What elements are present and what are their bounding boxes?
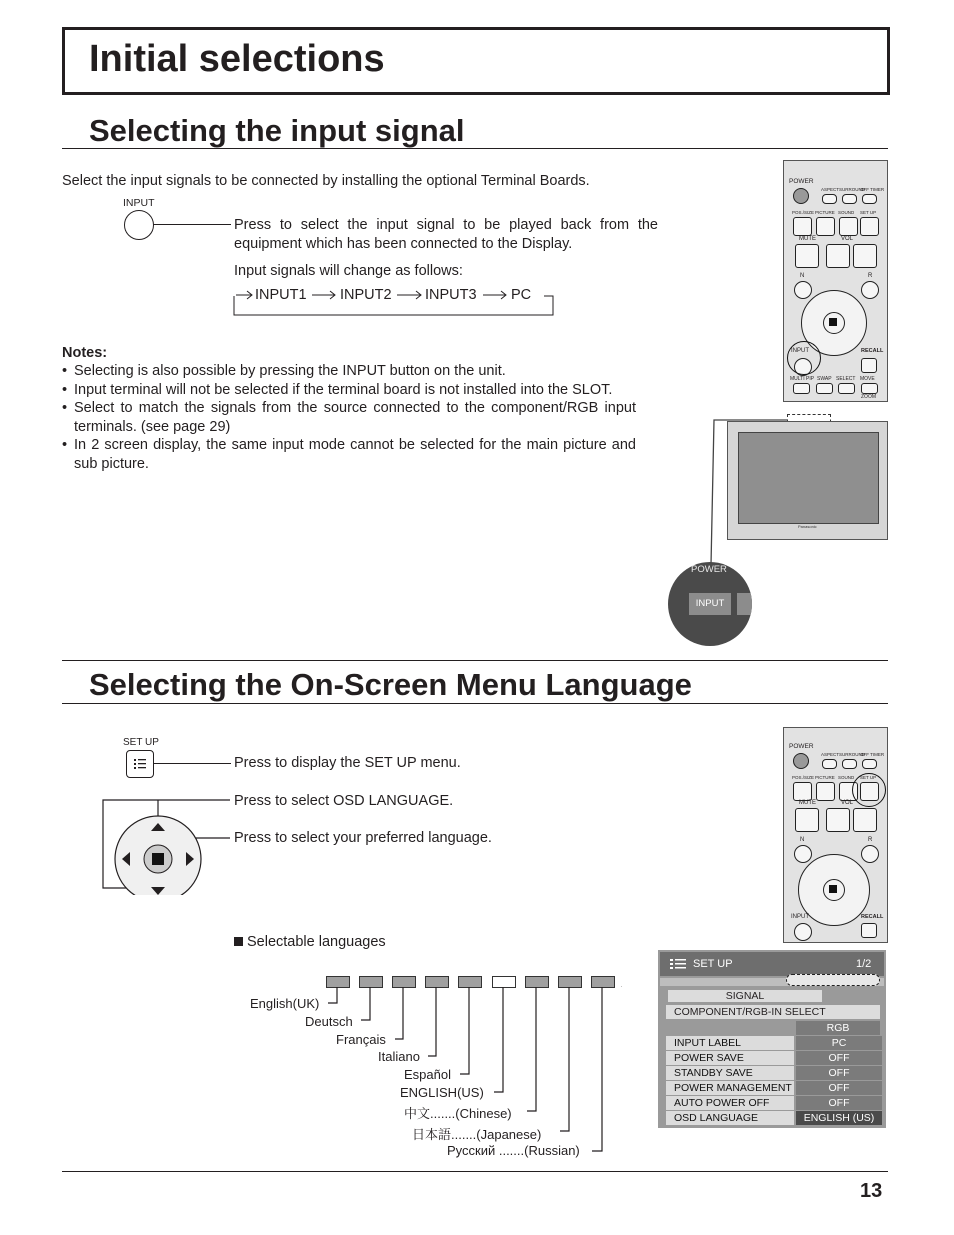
- recall-label: RECALL: [861, 914, 884, 920]
- osd-signal: SIGNAL: [668, 990, 822, 1002]
- sound-button: [839, 217, 858, 236]
- unit-leader-line: [700, 415, 800, 575]
- recall-button: [861, 358, 877, 373]
- picture-label: PICTURE: [815, 775, 835, 780]
- remote-input-button: [794, 923, 812, 941]
- intro-text: Select the input signals to be connected by installing the optional Terminal Boards.: [62, 173, 590, 189]
- multi-button: [793, 383, 810, 394]
- footer-rule: [62, 1171, 888, 1172]
- language-japanese: 日本語.......(Japanese): [412, 1127, 542, 1142]
- bullet-square-icon: [234, 937, 243, 946]
- osd-language-indicator: [786, 974, 880, 986]
- aspect-button: [822, 759, 837, 769]
- picture-button: [816, 782, 835, 801]
- multi-label: MULTI PIP: [790, 376, 815, 382]
- osd-component-value: RGB: [796, 1021, 880, 1035]
- note-item: • Select to match the signals from the source connected to the component/RGB input terminals. (see page 29): [62, 400, 636, 435]
- vol-label: VOL: [841, 236, 854, 242]
- osd-title: SET UP: [693, 958, 733, 970]
- language-english-us: ENGLISH(US): [400, 1085, 484, 1100]
- step2-text: Press to select OSD LANGUAGE.: [234, 793, 454, 809]
- possize-label: POS./SIZE: [792, 210, 815, 215]
- section-rule: [62, 703, 888, 704]
- possize-label: POS./SIZE: [792, 775, 815, 780]
- section-rule: [62, 148, 888, 149]
- aspect-label: ASPECT: [821, 187, 840, 192]
- setup-key-icon: [126, 750, 154, 778]
- page-number: 13: [860, 1180, 883, 1202]
- notes-list: [62, 362, 636, 473]
- mute-label: MUTE: [799, 236, 816, 242]
- select-label: SELECT: [836, 376, 856, 382]
- remote-power-label: POWER: [789, 743, 814, 750]
- language-russian: Русский .......(Russian): [447, 1143, 580, 1158]
- aspect-button: [822, 194, 837, 204]
- power-button-icon: [793, 753, 809, 769]
- vol-plus-button: [853, 244, 877, 268]
- selectable-languages-label: Selectable languages: [234, 933, 386, 952]
- note-item: • In 2 screen display, the same input mode cannot be selected for the main picture and sub picture.: [62, 437, 636, 472]
- swap-button: [816, 383, 833, 394]
- osd-row-power-management: POWER MANAGEMENT OFF: [666, 1081, 878, 1095]
- r-button: [861, 845, 879, 863]
- setup-label: SET UP: [860, 775, 877, 780]
- r-label: R: [868, 273, 873, 279]
- surround-button: [842, 759, 857, 769]
- remote-power-label: POWER: [789, 178, 814, 185]
- vol-minus-button: [826, 808, 850, 832]
- language-italiano: Italiano: [378, 1049, 420, 1064]
- language-chinese: 中文.......(Chinese): [404, 1106, 512, 1121]
- osd-setup-menu: [658, 950, 886, 1128]
- input-key-icon: [124, 210, 154, 240]
- setup-button: [860, 217, 879, 236]
- dpad-diagram: [100, 795, 235, 895]
- select-button: [838, 383, 855, 394]
- leader-line: [153, 224, 231, 225]
- note-item: • Input terminal will not be selected if the terminal board is not installed into the SLOT.: [62, 381, 613, 398]
- section-heading-language: Selecting the On-Screen Menu Language: [89, 667, 692, 702]
- aspect-label: ASPECT: [821, 752, 840, 757]
- offtimer-label: OFF TIMER: [860, 187, 885, 192]
- unit-menu-button: [737, 593, 752, 615]
- osd-row-osd-language: OSD LANGUAGE ENGLISH (US): [666, 1111, 878, 1125]
- power-button-icon: [793, 188, 809, 204]
- sound-label: SOUND: [838, 210, 855, 215]
- language-deutsch: Deutsch: [305, 1014, 353, 1029]
- unit-closeup-circle: [668, 562, 752, 646]
- page-title-box: [62, 27, 890, 95]
- vol-plus-button: [853, 808, 877, 832]
- notes-title: Notes:: [62, 345, 108, 361]
- input-change-text: Input signals will change as follows:: [234, 263, 463, 279]
- mute-button: [795, 244, 819, 268]
- osd-title-bar: [660, 952, 884, 976]
- move-label: MOVE: [860, 376, 875, 382]
- possize-button: [793, 782, 812, 801]
- osd-row-auto-power-off: AUTO POWER OFF OFF: [666, 1096, 878, 1110]
- vol-label: VOL: [841, 800, 854, 806]
- step1-text: Press to display the SET UP menu.: [234, 755, 461, 771]
- picture-button: [816, 217, 835, 236]
- cycle-pc: PC: [511, 287, 532, 303]
- r-label: R: [868, 837, 873, 843]
- setup-key-label: SET UP: [123, 737, 159, 748]
- recall-label: RECALL: [861, 348, 884, 354]
- dpad-square: [829, 318, 837, 326]
- page-title: Initial selections: [89, 38, 385, 80]
- input-press-text: Press to select the input signal to be played back from the equipment which has been connected to the Display.: [234, 217, 658, 252]
- section-divider: [62, 660, 888, 661]
- cycle-input2: INPUT2: [340, 287, 392, 303]
- r-button: [861, 281, 879, 299]
- offtimer-button: [862, 759, 877, 769]
- n-button: [794, 845, 812, 863]
- osd-row-power-save: POWER SAVE OFF: [666, 1051, 878, 1065]
- setup-label: SET UP: [860, 210, 877, 215]
- osd-row-input-label: INPUT LABEL PC: [666, 1036, 878, 1050]
- mute-label: MUTE: [799, 800, 816, 806]
- remote-input-label: INPUT: [791, 914, 809, 920]
- language-espanol: Español: [404, 1067, 451, 1082]
- cycle-input3: INPUT3: [425, 287, 477, 303]
- swap-label: SWAP: [817, 376, 832, 382]
- osd-component-select: COMPONENT/RGB-IN SELECT: [666, 1005, 880, 1019]
- language-english-uk: English(UK): [250, 996, 320, 1011]
- surround-label: SURROUND: [839, 752, 866, 757]
- recall-button: [861, 923, 877, 938]
- leader-line: [153, 763, 231, 764]
- cycle-input1: INPUT1: [255, 287, 307, 303]
- input-key-label: INPUT: [123, 197, 155, 209]
- vol-minus-button: [826, 244, 850, 268]
- remote-input-label: INPUT: [791, 348, 809, 354]
- language-francais: Français: [336, 1032, 386, 1047]
- dpad-square: [829, 885, 837, 893]
- unit-input-button: INPUT: [689, 593, 731, 615]
- osd-page: 1/2: [856, 958, 872, 970]
- unit-brand: Panasonic: [798, 524, 817, 529]
- input-highlight-circle: [787, 341, 821, 375]
- possize-button: [793, 217, 812, 236]
- note-item: • Selecting is also possible by pressing the INPUT button on the unit.: [62, 363, 506, 379]
- surround-label: SURROUND: [839, 187, 866, 192]
- unit-power-label: POWER: [691, 564, 727, 575]
- list-icon: [127, 751, 153, 777]
- section-heading-input-signal: Selecting the input signal: [89, 113, 465, 148]
- step3-text: Press to select your preferred language.: [234, 830, 492, 846]
- surround-button: [842, 194, 857, 204]
- osd-row-standby-save: STANDBY SAVE OFF: [666, 1066, 878, 1080]
- n-label: N: [800, 837, 805, 843]
- setup-list-icon: [670, 958, 686, 970]
- sound-label: SOUND: [838, 775, 855, 780]
- zoom-label: ZOOM: [861, 394, 876, 400]
- mute-button: [795, 808, 819, 832]
- picture-label: PICTURE: [815, 210, 835, 215]
- offtimer-button: [862, 194, 877, 204]
- n-label: N: [800, 273, 805, 279]
- remote-control-illustration-2: [783, 727, 888, 943]
- move-button: [861, 383, 878, 394]
- offtimer-label: OFF TIMER: [860, 752, 885, 757]
- n-button: [794, 281, 812, 299]
- setup-highlight-circle: [852, 773, 886, 807]
